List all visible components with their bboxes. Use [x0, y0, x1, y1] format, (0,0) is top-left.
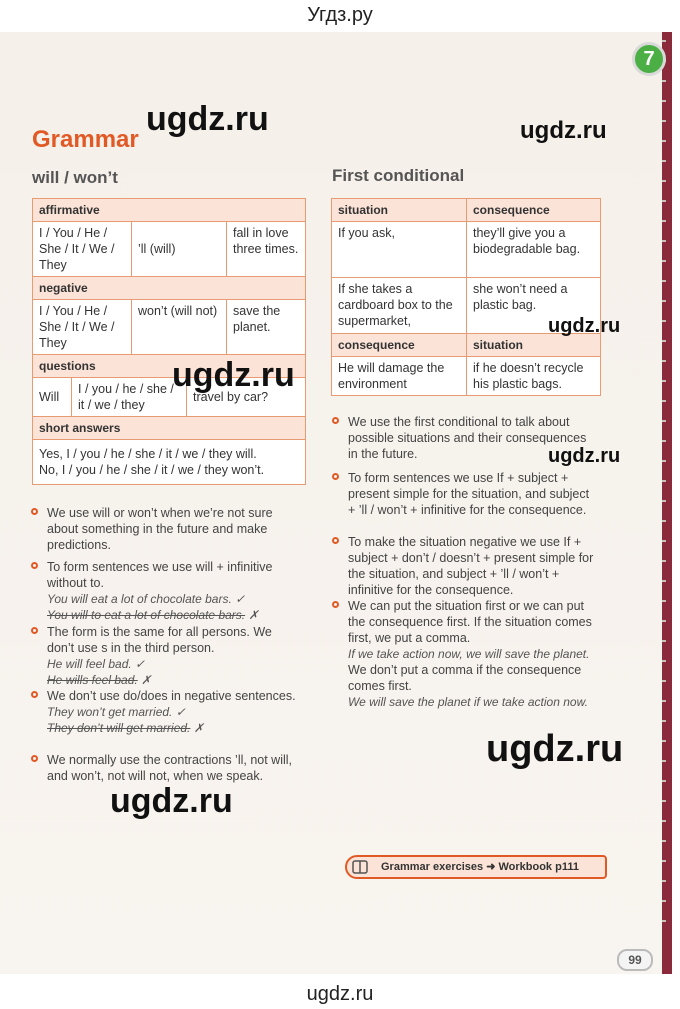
situation-header-2: situation: [467, 334, 601, 357]
workbook-icon: [351, 858, 369, 876]
example-wrong: You will to eat a lot of chocolate bars.: [47, 608, 246, 622]
watermark: ugdz.ru: [486, 728, 624, 770]
example-correct: They won’t get married. ✓: [47, 705, 186, 719]
left-bullet-1: We use will or won’t when we’re not sure about something in the future and make predictions.: [31, 505, 301, 553]
affirmative-header: affirmative: [33, 199, 306, 222]
bullet-icon: [31, 755, 38, 762]
example-correct: He will feel bad. ✓: [47, 657, 146, 671]
row2-situation: If she takes a cardboard box to the supermarket,: [332, 278, 467, 334]
short-answers-header: short answers: [33, 417, 306, 440]
bullet-icon: [332, 601, 339, 608]
aff-subject-cell: I / You / He / She / It / We / They: [33, 222, 132, 277]
row3-situation: if he doesn’t recycle his plastic bags.: [467, 357, 601, 396]
section-title: Grammar: [32, 126, 139, 153]
page-number: 99: [617, 949, 653, 971]
consequence-header-2: consequence: [332, 334, 467, 357]
aff-rest-cell: fall in love three times.: [227, 222, 306, 277]
example-situation-first: If we take action now, we will save the planet.: [348, 647, 590, 661]
q-will-cell: Will: [33, 378, 72, 416]
unit-badge: 7: [632, 42, 666, 76]
bullet-icon: [31, 627, 38, 634]
aff-verb-cell: ’ll (will): [132, 222, 227, 277]
cross-icon: ✗: [193, 721, 204, 735]
left-bullet-5: We normally use the contractions ’ll, not will, and won’t, not will not, when we speak.: [31, 752, 301, 784]
consequence-header: consequence: [467, 199, 601, 222]
watermark: ugdz.ru: [548, 315, 621, 337]
q-subject-cell: I / you / he / she / it / we / they: [72, 378, 187, 416]
cross-icon: ✗: [141, 673, 152, 687]
neg-verb-cell: won’t (will not): [132, 300, 227, 355]
first-conditional-heading: First conditional: [332, 166, 465, 185]
questions-header: questions: [33, 355, 306, 378]
site-header: Угдз.ру: [307, 4, 373, 26]
watermark: ugdz.ru: [110, 782, 233, 820]
bullet-icon: [332, 537, 339, 544]
row1-consequence: they’ll give you a biodegradable bag.: [467, 222, 601, 278]
example-consequence-first: We will save the planet if we take action now.: [348, 695, 588, 709]
watermark: ugdz.ru: [172, 356, 295, 394]
first-conditional-table: [331, 198, 601, 396]
bullet-icon: [31, 508, 38, 515]
site-footer: ugdz.ru: [306, 983, 374, 1005]
bullet-icon: [332, 417, 339, 424]
bullet-icon: [31, 562, 38, 569]
example-correct: You will eat a lot of chocolate bars. ✓: [47, 592, 246, 606]
short-answer-no: No, I / you / he / she / it / we / they won’t.: [39, 463, 265, 477]
right-bullet-3: To make the situation negative we use If + subject + don’t / doesn’t + present simple for the situation, and subject + ’ll / won’t + infinitive for the consequence.: [332, 534, 594, 598]
negative-header: negative: [33, 277, 306, 300]
example-wrong: He wills feel bad.: [47, 673, 138, 687]
q-rest-cell: travel by car?: [193, 390, 269, 404]
neg-subject-cell: I / You / He / She / It / We / They: [33, 300, 132, 355]
page-edge-decoration: [662, 40, 666, 940]
situation-header: situation: [332, 199, 467, 222]
watermark: ugdz.ru: [520, 117, 607, 144]
watermark: ugdz.ru: [548, 445, 621, 467]
will-wont-table: [32, 198, 306, 485]
workbook-link-label: Grammar exercises ➜ Workbook p111: [381, 861, 579, 873]
example-wrong: They don’t will get married.: [47, 721, 191, 735]
watermark: ugdz.ru: [146, 100, 269, 138]
left-bullet-4: We don’t use do/does in negative sentences. They won’t get married. ✓ They don’t will get married. ✗: [31, 688, 301, 736]
right-bullet-2: To form sentences we use If + subject + present simple for the situation, and subject + ’ll / won’t + infinitive for the consequence.: [332, 470, 594, 518]
row3-consequence: He will damage the environment: [332, 357, 467, 396]
neg-rest-cell: save the planet.: [227, 300, 306, 355]
row2-consequence: she won’t need a plastic bag.: [467, 278, 601, 334]
row1-situation: If you ask,: [332, 222, 467, 278]
left-bullet-2: To form sentences we use will + infinitive without to. You will eat a lot of chocolate bars. ✓ You will to eat a lot of chocolate bars. ✗: [31, 559, 301, 623]
bullet-icon: [332, 473, 339, 480]
short-answer-yes: Yes, I / you / he / she / it / we / they will.: [39, 447, 257, 461]
bullet-icon: [31, 691, 38, 698]
right-bullet-4: We can put the situation first or we can put the consequence first. If the situation comes first, we put a comma. If we take action now, we will save the planet. We don’t put a comma if the consequence comes first. We will save the planet if we take action now.: [332, 598, 594, 710]
workbook-link[interactable]: [345, 855, 615, 879]
cross-icon: ✗: [248, 608, 259, 622]
left-bullet-3: The form is the same for all persons. We don’t use s in the third person. He will feel bad. ✓ He wills feel bad. ✗: [31, 624, 301, 688]
will-wont-heading: will / won’t: [32, 168, 118, 187]
right-bullet-1: We use the first conditional to talk about possible situations and their consequences in the future.: [332, 414, 594, 462]
